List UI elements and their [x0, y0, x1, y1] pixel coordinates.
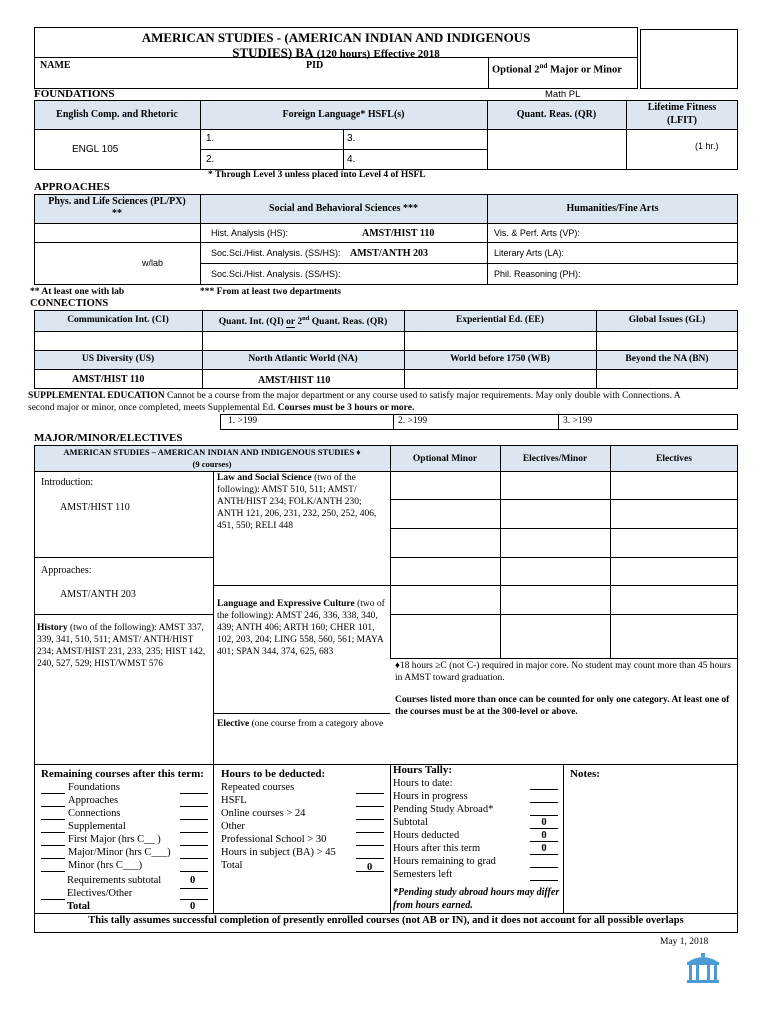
deducted-item: Online courses > 24 [221, 808, 306, 819]
supplemental-text2: second major or minor, once completed, meets Supplemental Ed. [28, 403, 276, 413]
hours-tally-item: Hours deducted [393, 830, 460, 841]
foreign-lang-slot-4: 4. [347, 154, 356, 165]
remaining-item: First Major (hrs C__ ) [68, 834, 161, 845]
deducted-item: Other [221, 821, 245, 832]
qi-text: Quant. Int. (QI) [218, 317, 284, 328]
qi-2: 2 [297, 317, 303, 328]
phys-life-stars: ** [112, 208, 122, 219]
hours-tally-title: Hours Tally: [393, 764, 452, 776]
remaining-item: Foundations [68, 782, 120, 793]
qi-rest: Quant. Reas. (QR) [311, 317, 388, 328]
introduction-label: Introduction: [41, 477, 94, 488]
history-title: History [37, 623, 68, 633]
title-degree: STUDIES) BA [232, 45, 314, 60]
qr-header: Quant. Reas. (QR) [516, 109, 597, 120]
deducted-blank[interactable] [356, 832, 384, 833]
us-header: US Diversity (US) [81, 354, 155, 364]
pid-label: PID [306, 60, 324, 71]
hours-tally-item: Hours after this term [393, 843, 481, 854]
hours-tally-item: Hours to date: [393, 778, 453, 789]
foreign-language-note: * Through Level 3 unless placed into Level 4 of HSFL [208, 170, 426, 180]
social-behavioral-header [200, 203, 487, 214]
hours-tally-item: Hours in progress [393, 791, 468, 802]
introduction-value: AMST/HIST 110 [60, 502, 130, 513]
deducted-blank[interactable] [356, 858, 384, 859]
deducted-blank[interactable] [356, 845, 384, 846]
elective-text: (one course from a category above [251, 719, 384, 729]
title-effective: Effective 2018 [373, 48, 440, 60]
history-block [37, 622, 212, 670]
deducted-blank[interactable] [356, 806, 384, 807]
remaining-item: Approaches [68, 795, 119, 806]
remaining-blank[interactable] [41, 819, 65, 820]
elective-block [217, 718, 387, 730]
total-value: 0 [190, 901, 196, 912]
deduct-total-value: 0 [367, 862, 373, 873]
lang-text: (two of the following): AMST 246, 336, 338, 340, 439; ANTH 406; ARTH 160; CHER 101, 102, 203, 204; LING 558, 560, 561; MAYA 401; SPAN 344, 374, 625, 683 [217, 599, 385, 657]
lab-note: ** At least one with lab [30, 287, 125, 297]
deducted-item: Hours in subject (BA) > 45 [221, 847, 336, 858]
hours-tally-blank [530, 828, 558, 829]
form-title-line1: AMERICAN STUDIES - (AMERICAN INDIAN AND INDIGENOUS [141, 30, 531, 45]
supplemental-row [220, 414, 738, 430]
law-text: (two of the following): AMST 510, 511; AMST/ ANTH/HIST 234; FOLK/ANTH 230; ANTH 121, 206, 231, 232, 250, 252, 406, 451, 550; RELI 448 [217, 473, 377, 531]
supplemental-text1: Cannot be a course from the major department or any course used to satisfy major requirements. May only double with Connections. A [167, 391, 681, 401]
deducted-item: HSFL [221, 795, 247, 806]
remaining-item: Major/Minor (hrs C___) [68, 847, 171, 858]
with-lab-label: w/lab [142, 258, 164, 268]
total-label: Total [67, 901, 90, 912]
lfit-header: Lifetime Fitness (LFIT) [647, 102, 717, 126]
us-value: AMST/HIST 110 [72, 374, 145, 385]
foreign-lang-slot-2: 2. [206, 154, 215, 165]
english-comp-header: English Comp. and Rhetoric [56, 109, 178, 120]
qi-header [202, 315, 404, 328]
hours-tally-blank [530, 867, 558, 868]
electives-other-label: Electives/Other [67, 888, 133, 899]
approaches-heading: APPROACHES [34, 181, 110, 193]
deducted-item: Total [221, 860, 243, 871]
hours-tally-blank [530, 802, 558, 803]
deduct-title: Hours to be deducted: [221, 768, 326, 780]
remaining-blank[interactable] [41, 832, 65, 833]
elective-title: Elective [217, 719, 250, 729]
assumption-text: This tally assumes successful completion of presently enrolled courses (not AB or IN), and it does not account for all possible overlaps [88, 915, 684, 926]
old-well-logo-icon [684, 950, 722, 984]
major-heading: MAJOR/MINOR/ELECTIVES [34, 432, 183, 444]
remaining-title: Remaining courses after this term: [41, 768, 204, 780]
supplemental-line2 [28, 403, 414, 413]
lang-title: Language and Expressive Culture [217, 599, 355, 609]
qi-sup: nd [302, 315, 310, 322]
humanities-header: Humanities/Fine Arts [566, 203, 659, 214]
remaining-hours-blank[interactable] [180, 806, 208, 807]
connections-row-1 [34, 331, 738, 351]
major-hours-note: ♦18 hours ≥C (not C-) required in major core. No student may count more than 45 hours in AMST toward graduation. [395, 661, 731, 683]
hist-analysis-label: Hist. Analysis (HS): [211, 228, 289, 238]
remaining-blank[interactable] [41, 793, 65, 794]
remaining-blank[interactable] [41, 858, 65, 859]
soc-sci-1-label: Soc.Sci./Hist. Analysis. (SS/HS): [211, 248, 341, 258]
deducted-item: Repeated courses [221, 782, 295, 793]
hours-tally-value[interactable]: 0 [541, 817, 547, 828]
supplemental-course-2: 2. >199 [398, 416, 428, 426]
soc-sci-1-value: AMST/ANTH 203 [350, 248, 429, 259]
na-value: AMST/HIST 110 [258, 375, 331, 386]
language-expressive-culture [217, 598, 387, 658]
pending-abroad-note: *Pending study abroad hours may differ from hours earned. [393, 887, 560, 911]
remaining-hours-blank[interactable] [180, 832, 208, 833]
hours-tally-blank [530, 854, 558, 855]
na-header: North Atlantic World (NA) [248, 354, 358, 364]
major-col1-title: AMERICAN STUDIES – AMERICAN INDIAN AND INDIGENOUS STUDIES ♦ [63, 447, 361, 457]
foreign-lang-slot-3: 3. [347, 133, 356, 144]
hours-tally-blank [530, 841, 558, 842]
major-courses-note: Courses listed more than once can be counted for only one category. At least one of the courses must be at the 300-level or above. [395, 695, 730, 717]
form-title-line2 [34, 45, 638, 61]
deducted-item: Professional School > 30 [221, 834, 327, 845]
electives-minor-header: Electives/Minor [522, 454, 588, 464]
photo-box [640, 29, 738, 89]
remaining-item: Supplemental [68, 821, 126, 832]
deducted-blank[interactable] [356, 819, 384, 820]
optional-major-label: Optional 2nd Major or Minor [492, 62, 622, 76]
electives-header: Electives [656, 454, 692, 464]
hours-tally-blank [530, 880, 558, 881]
remaining-hours-blank[interactable] [180, 819, 208, 820]
hours-tally-blank [530, 789, 558, 790]
phys-life-header: Phys. and Life Sciences (PL/PX) [48, 196, 186, 207]
supplemental-course-3: 3. >199 [563, 416, 593, 426]
phil-reasoning-label: Phil. Reasoning (PH): [494, 269, 581, 279]
connections-heading: CONNECTIONS [30, 298, 109, 309]
supplemental-course-1: 1. >199 [228, 416, 258, 426]
math-pl-label: Math PL [545, 89, 581, 100]
major-col1-courses: (9 courses) [192, 459, 232, 469]
form-date: May 1, 2018 [660, 937, 709, 947]
bn-header: Beyond the NA (BN) [625, 354, 709, 364]
notes-label: Notes: [570, 768, 600, 780]
soc-sci-2-label: Soc.Sci./Hist. Analysis. (SS/HS): [211, 269, 341, 279]
hours-tally-item: Subtotal [393, 817, 429, 828]
approaches-value: AMST/ANTH 203 [60, 589, 136, 600]
hours-tally-blank [530, 815, 558, 816]
remaining-hours-blank[interactable] [180, 845, 208, 846]
supplemental-text2-bold: Courses must be 3 hours or more. [277, 403, 415, 413]
hist-analysis-value: AMST/HIST 110 [362, 228, 435, 239]
history-text: (two of the following): AMST 337, 339, 341, 510, 511; AMST/ ANTH/HIST 234; AMST/HIST 231, 233, 235; HIST 142, 240, 527, 529; HIST/WMST 576 [37, 623, 206, 669]
req-subtotal-label: Requirements subtotal [67, 875, 162, 886]
ee-header: Experiential Ed. (EE) [456, 315, 544, 325]
foundations-heading: FOUNDATIONS [34, 88, 115, 100]
remaining-item: Minor (hrs C___) [68, 860, 143, 871]
deducted-blank[interactable] [356, 793, 384, 794]
hours-tally-value[interactable]: 0 [541, 843, 547, 854]
wb-header: World before 1750 (WB) [450, 354, 550, 364]
remaining-hours-blank[interactable] [180, 858, 208, 859]
remaining-item: Connections [68, 808, 121, 819]
gl-header: Global Issues (GL) [628, 315, 706, 325]
optional-minor-header: Optional Minor [412, 454, 478, 464]
hours-tally-item: Pending Study Abroad* [393, 804, 494, 815]
remaining-blank[interactable] [41, 871, 65, 872]
remaining-blank[interactable] [41, 845, 65, 846]
foreign-language-header: Foreign Language* HSFL(s) [282, 109, 405, 120]
approaches-label: Approaches: [41, 565, 92, 576]
name-label: NAME [40, 60, 71, 71]
social-header-stars: *** [402, 203, 418, 214]
departments-note: *** From at least two departments [200, 287, 341, 297]
supplemental-line1 [28, 391, 681, 401]
vis-perf-label: Vis. & Perf. Arts (VP): [494, 228, 580, 238]
remaining-blank[interactable] [41, 806, 65, 807]
hours-tally-item: Semesters left [393, 869, 453, 880]
remaining-hours-blank[interactable] [180, 793, 208, 794]
req-subtotal-value: 0 [190, 875, 196, 886]
engl-105-value: ENGL 105 [72, 144, 119, 155]
ci-header: Communication Int. (CI) [67, 315, 169, 325]
literary-arts-label: Literary Arts (LA): [494, 248, 565, 258]
supplemental-heading: SUPPLEMENTAL EDUCATION [28, 391, 165, 401]
law-title: Law and Social Science [217, 473, 312, 483]
social-header-text: Social and Behavioral Sciences [269, 203, 401, 214]
foreign-lang-slot-1: 1. [206, 133, 215, 144]
hours-tally-value[interactable]: 0 [541, 830, 547, 841]
qi-or: or [286, 317, 296, 328]
law-social-science [217, 472, 387, 532]
lfit-hour: (1 hr.) [695, 141, 719, 151]
remaining-hours-blank[interactable] [180, 871, 208, 872]
title-hours: (120 hours) [316, 48, 371, 60]
hours-tally-item: Hours remaining to grad [393, 856, 496, 867]
